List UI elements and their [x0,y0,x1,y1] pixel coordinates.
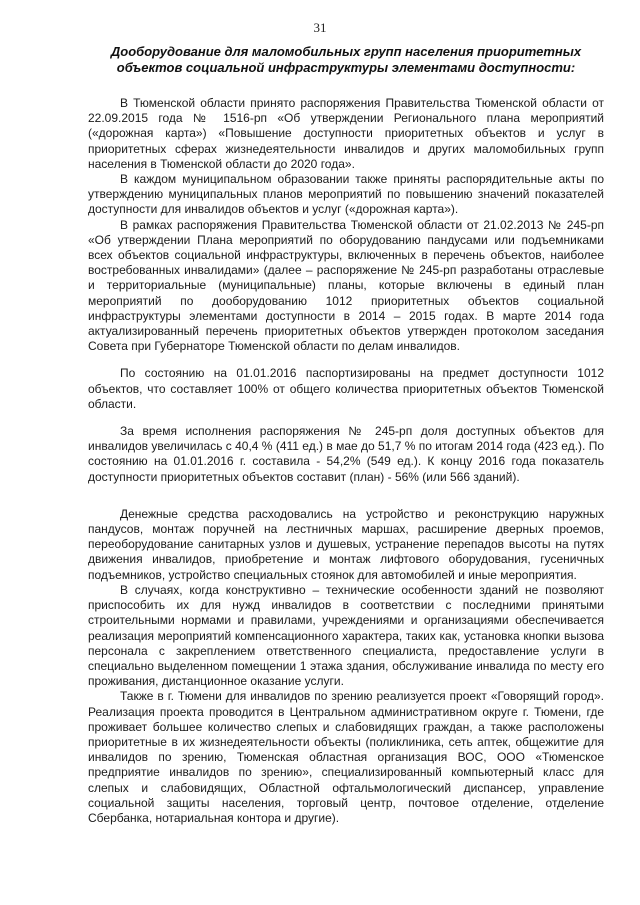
body-text [88,96,604,826]
paragraph-certification: По состоянию на 01.01.2016 паспортизированы на предмет доступности 1012 объектов, что составляет 100% от общего количества приоритетных объектов Тюменской области. [88,366,604,411]
section-heading: Дооборудование для маломобильных групп населения приоритетных объектов социальной инфраструктуры элементами доступности: [110,44,582,75]
paragraph-funds: Денежные средства расходовались на устройство и реконструкцию наружных пандусов, монтаж поручней на лестничных маршах, расширение дверных проемов, переоборудование санитарных узлов и душевых, устранение перепадов высоты на путях движения инвалидов, приобретение и монтаж лифтового оборудования, гусеничных подъемников, устройство специальных стоянок для автомобилей и иные мероприятия. [88,506,604,582]
paragraph-regional-plan: В Тюменской области принято распоряжения Правительства Тюменской области от 22.09.2015 года № 1516-рп «Об утверждении Регионального плана мероприятий («дорожная карта») «Повышение доступности приоритетных объектов и услуг в приоритетных сферах жизнедеятельности инвалидов и других маломобильных групп населения в Тюменской области до 2020 года». [88,96,604,171]
paragraph-compensation-measures: В случаях, когда конструктивно – технические особенности зданий не позволяют приспособить их для нужд инвалидов в соответствии с последними принятыми строительными нормами и правилами, учреждениями и организациями обеспечивается реализация мероприятий компенсационного характера, таких как, установка кнопки вызова персонала с закреплением ответственного специалиста, предоставление услуги в специально выделенном помещении 1 этажа здания, обслуживание инвалида по месту его проживания, дистанционное оказание услуги. [88,582,604,689]
paragraph-talking-city: Также в г. Тюмени для инвалидов по зрению реализуется проект «Говорящий город». Реализация проекта проводится в Центральном административном округе г. Тюмени, где проживает большее количество слепых и слабовидящих граждан, а также расположены приоритетные в их жизнедеятельности объекты (поликлиника, сеть аптек, общежитие для инвалидов по зрению, Тюменская областная организация ВОС, ООО «Тюменское предприятие инвалидов по зрению», специализированный компьютерный класс для слепых и слабовидящих, Областной офтальмологический диспансер, управление социальной защиты населения, торговый центр, почтовое отделение, отделение Сбербанка, нотариальная контора и другие). [88,689,604,825]
paragraph-accessibility-share: За время исполнения распоряжения № 245-рп доля доступных объектов для инвалидов увеличилась с 40,4 % (411 ед.) в мае до 51,7 % по итогам 2014 года (423 ед.). По состоянию на 01.01.2016 г. составила - 54,2% (549 ед.). К концу 2016 года показатель доступности приоритетных объектов составит (план) - 56% (или 566 зданий). [88,424,604,484]
page-number: 31 [313,20,327,35]
paragraph-municipal-acts: В каждом муниципальном образовании также приняты распорядительные акты по утверждению муниципальных планов мероприятий по повышению значений показателей доступности для инвалидов объектов и услуг («дорожная карта»). [88,172,604,217]
paragraph-order-245: В рамках распоряжения Правительства Тюменской области от 21.02.2013 № 245-рп «Об утверждении Плана мероприятий по оборудованию пандусами или подъемниками всех объектов социальной инфраструктуры, включенных в перечень объектов, наиболее востребованных инвалидами» (далее – распоряжение № 245-рп разработаны отраслевые и территориальные (муниципальные) планы, которые включены в единый план мероприятий по дооборудованию 1012 приоритетных объектов социальной инфраструктуры элементами доступности в 2014 – 2015 годах. В марте 2014 года актуализированный перечень приоритетных объектов утвержден протоколом заседания Совета при Губернаторе Тюменской области по делам инвалидов. [88,217,604,354]
